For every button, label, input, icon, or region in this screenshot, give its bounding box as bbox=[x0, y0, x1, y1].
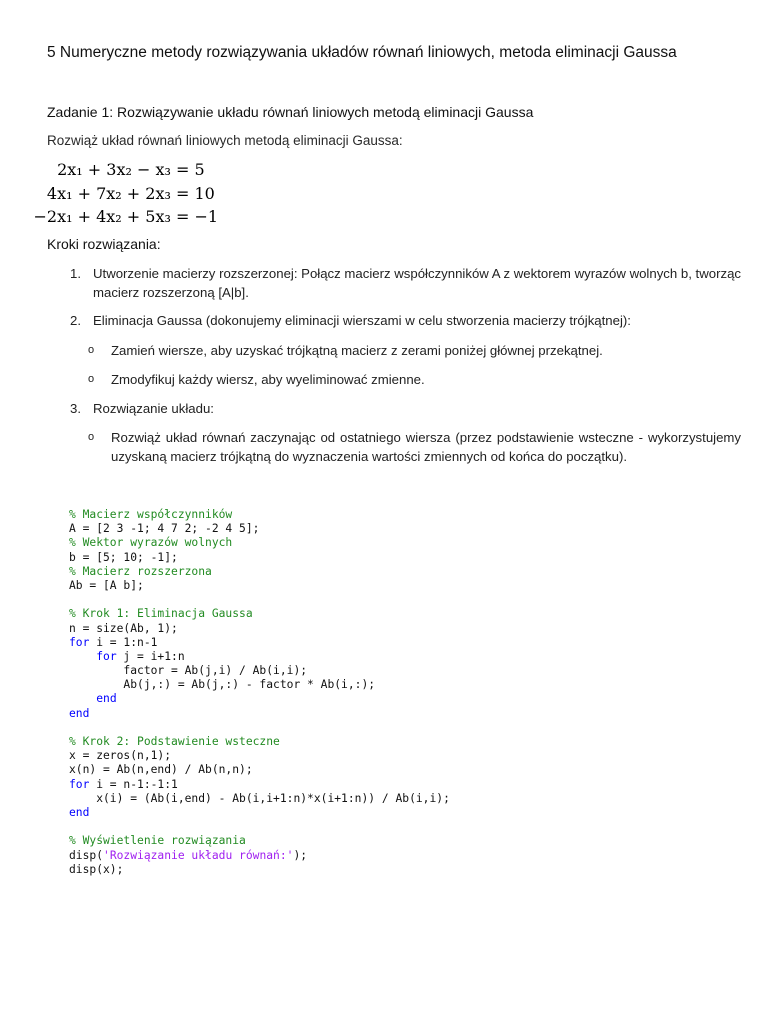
equation-2-rhs: = 10 bbox=[176, 184, 215, 203]
equation-1-lhs: 2x₁ + 3x₂ − x₃ bbox=[57, 160, 171, 179]
code-line bbox=[69, 721, 450, 735]
code-line bbox=[69, 678, 450, 692]
code-line bbox=[69, 551, 450, 565]
code-line bbox=[69, 593, 450, 607]
code-token: disp( bbox=[69, 848, 104, 862]
step-3 bbox=[70, 399, 741, 419]
step-2-text: Eliminacja Gaussa (dokonujemy eliminacji wierszami w celu stworzenia macierzy trójkątnej): bbox=[93, 313, 631, 328]
substep-2a bbox=[88, 341, 741, 361]
code-token: % Wektor wyrazów wolnych bbox=[69, 536, 233, 550]
equation-1 bbox=[0, 160, 230, 179]
code-line bbox=[69, 820, 450, 834]
code-token: A = [2 3 -1; 4 7 2; -2 4 5]; bbox=[69, 522, 260, 536]
task-title: Zadanie 1: Rozwiązywanie układu równań liniowych metodą eliminacji Gaussa bbox=[47, 104, 534, 120]
equation-1-rhs: = 5 bbox=[176, 160, 205, 179]
code-token: end bbox=[96, 692, 117, 706]
code-line bbox=[69, 607, 450, 621]
code-line bbox=[69, 749, 450, 763]
bullet-icon: o bbox=[88, 373, 95, 385]
code-token: x(n) = Ab(n,end) / Ab(n,n); bbox=[69, 763, 253, 777]
code-line bbox=[69, 565, 450, 579]
code-token: disp(x); bbox=[69, 862, 124, 876]
code-token: j = i+1:n bbox=[116, 649, 185, 663]
code-token: for bbox=[69, 777, 90, 791]
code-token: n = size(Ab, 1); bbox=[69, 621, 178, 635]
code-token bbox=[69, 692, 96, 705]
code-line bbox=[69, 636, 450, 650]
code-line bbox=[69, 806, 450, 820]
code-token: Ab(j,:) = Ab(j,:) - factor * Ab(i,:); bbox=[69, 678, 376, 692]
code-line bbox=[69, 522, 450, 536]
code-line bbox=[69, 536, 450, 550]
chapter-title: 5 Numeryczne metody rozwiązywania układów równań liniowych, metoda eliminacji Gaussa bbox=[47, 44, 677, 61]
code-token: i = n-1:-1:1 bbox=[89, 777, 178, 791]
code-line bbox=[69, 622, 450, 636]
code-line bbox=[69, 735, 450, 749]
code-token: factor = Ab(j,i) / Ab(i,i); bbox=[69, 664, 308, 678]
code-token: Ab = [A b]; bbox=[69, 578, 144, 592]
code-token: % Krok 1: Eliminacja Gaussa bbox=[69, 607, 253, 621]
code-line bbox=[69, 763, 450, 777]
code-token: i = 1:n-1 bbox=[89, 635, 158, 649]
substep-3a bbox=[88, 428, 741, 488]
code-token: x(i) = (Ab(i,end) - Ab(i,i+1:n)*x(i+1:n)) / Ab(i,i); bbox=[69, 791, 450, 805]
code-line bbox=[69, 692, 450, 706]
code-token bbox=[69, 650, 96, 663]
substep-2b-text: Zmodyfikuj każdy wiersz, aby wyeliminować zmienne. bbox=[111, 372, 425, 387]
equation-3 bbox=[0, 207, 230, 226]
code-line bbox=[69, 579, 450, 593]
matlab-code-block bbox=[69, 508, 450, 877]
step-1-text: Utworzenie macierzy rozszerzonej: Połącz macierz współczynników A z wektorem wyrazów wolnych b, tworząc macierz rozszerzoną [A|b]. bbox=[93, 266, 741, 300]
code-token: end bbox=[69, 706, 90, 720]
code-line bbox=[69, 834, 450, 848]
equation-2-lhs: 4x₁ + 7x₂ + 2x₃ bbox=[46, 184, 171, 203]
code-line bbox=[69, 863, 450, 877]
step-2 bbox=[70, 311, 741, 331]
equation-2 bbox=[0, 184, 230, 203]
intro-text: Rozwiąż układ równań liniowych metodą eliminacji Gaussa: bbox=[47, 133, 403, 148]
bullet-icon: o bbox=[88, 431, 95, 443]
substep-2b bbox=[88, 370, 741, 390]
equation-3-rhs: = −1 bbox=[176, 207, 219, 226]
code-line bbox=[69, 778, 450, 792]
code-line bbox=[69, 707, 450, 721]
step-3-number: 3. bbox=[70, 401, 81, 416]
code-token: % Wyświetlenie rozwiązania bbox=[69, 834, 246, 848]
code-line bbox=[69, 650, 450, 664]
bullet-icon: o bbox=[88, 344, 95, 356]
code-token: b = [5; 10; -1]; bbox=[69, 550, 178, 564]
code-line bbox=[69, 664, 450, 678]
step-2-number: 2. bbox=[70, 313, 81, 328]
substep-3a-text: Rozwiąż układ równań zaczynając od ostatniego wiersza (przez podstawienie wsteczne - wykorzystujemy uzyskaną macierz trójkątną do wyznaczenia wartości zmiennych od końca do początku). bbox=[111, 430, 741, 464]
code-token: end bbox=[69, 805, 90, 819]
code-line bbox=[69, 849, 450, 863]
substep-2a-text: Zamień wiersze, aby uzyskać trójkątną macierz z zerami poniżej głównej przekątnej. bbox=[111, 343, 603, 358]
code-token: % Macierz rozszerzona bbox=[69, 564, 212, 578]
code-token: % Krok 2: Podstawienie wsteczne bbox=[69, 735, 280, 748]
code-token: 'Rozwiązanie układu równań:' bbox=[103, 848, 294, 862]
steps-heading: Kroki rozwiązania: bbox=[47, 236, 161, 252]
code-line bbox=[69, 508, 450, 522]
step-1 bbox=[70, 264, 741, 304]
code-line bbox=[69, 792, 450, 806]
code-token: ); bbox=[293, 848, 308, 862]
code-token: x = zeros(n,1); bbox=[69, 749, 172, 763]
step-3-text: Rozwiązanie układu: bbox=[93, 401, 214, 416]
code-token: for bbox=[96, 649, 117, 663]
code-token: for bbox=[69, 635, 90, 649]
equation-3-lhs: −2x₁ + 4x₂ + 5x₃ bbox=[33, 207, 171, 226]
step-1-number: 1. bbox=[70, 266, 81, 281]
code-token: % Macierz współczynników bbox=[69, 508, 233, 521]
